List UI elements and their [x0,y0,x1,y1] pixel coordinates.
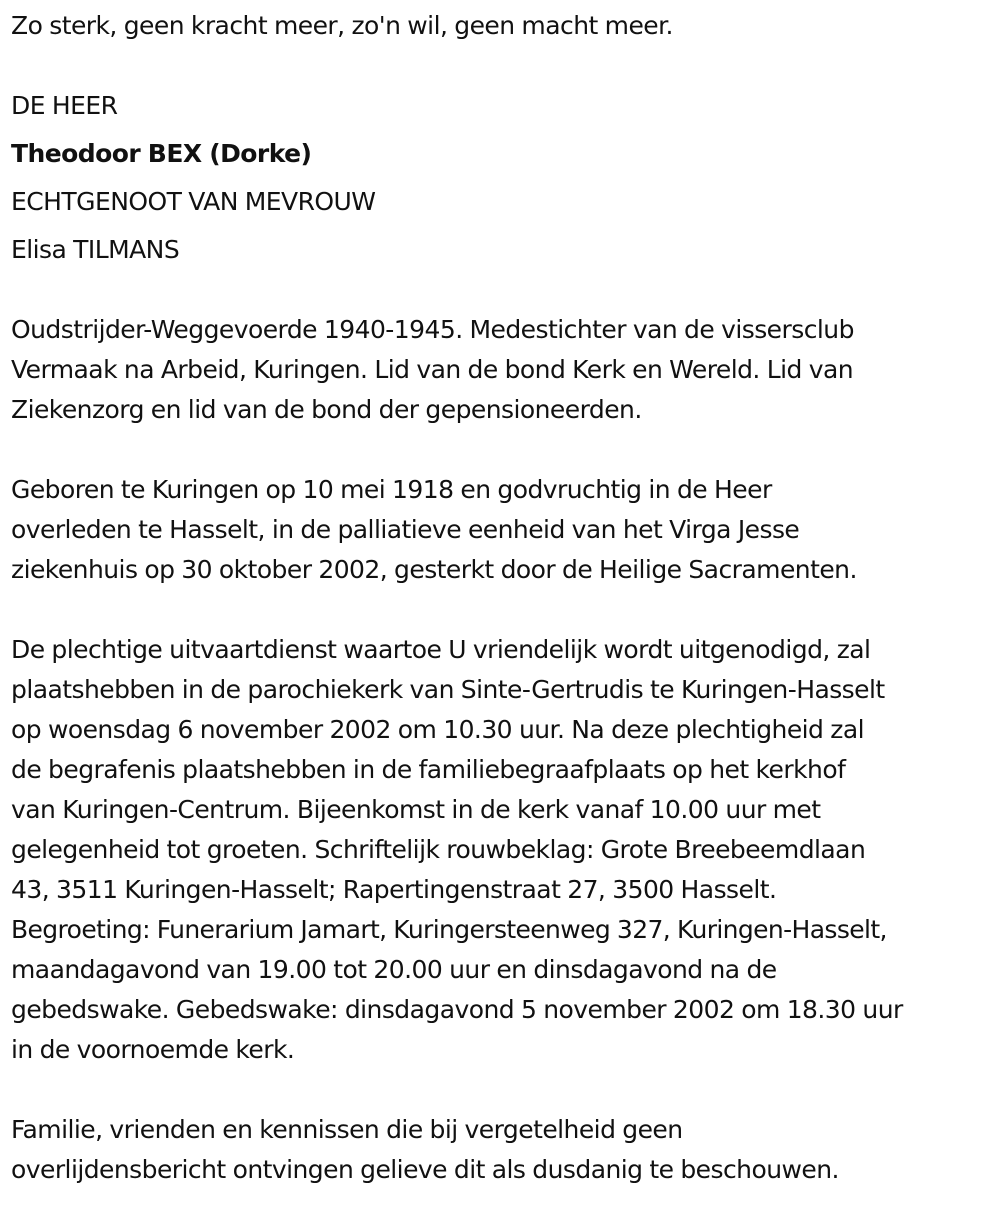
funeral-line: gelegenheid tot groeten. Schriftelijk rouwbeklag: Grote Breebeemdlaan [11,835,866,864]
funeral-line: van Kuringen-Centrum. Bijeenkomst in de kerk vanaf 10.00 uur met [11,795,821,824]
deceased-name: Theodoor BEX (Dorke) [11,139,312,168]
memberships-line: Oudstrijder-Weggevoerde 1940-1945. Medestichter van de vissersclub [11,315,854,344]
life-line: overleden te Hasselt, in de palliatieve eenheid van het Virga Jesse [11,515,800,544]
funeral-line: 43, 3511 Kuringen-Hasselt; Rapertingenstraat 27, 3500 Hasselt. [11,875,777,904]
title-line: DE HEER [11,91,118,120]
funeral-line: Begroeting: Funerarium Jamart, Kuringersteenweg 327, Kuringen-Hasselt, [11,915,887,944]
memberships-line: Vermaak na Arbeid, Kuringen. Lid van de bond Kerk en Wereld. Lid van [11,355,854,384]
spouse-name: Elisa TILMANS [11,235,180,264]
funeral-line: in de voornoemde kerk. [11,1035,295,1064]
motto: Zo sterk, geen kracht meer, zo'n wil, geen macht meer. [11,11,673,40]
funeral-line: plaatshebben in de parochiekerk van Sinte-Gertrudis te Kuringen-Hasselt [11,675,885,704]
funeral-line: gebedswake. Gebedswake: dinsdagavond 5 november 2002 om 18.30 uur [11,995,903,1024]
funeral-line: de begrafenis plaatshebben in de familiebegraafplaats op het kerkhof [11,755,846,784]
life-line: ziekenhuis op 30 oktober 2002, gesterkt door de Heilige Sacramenten. [11,555,857,584]
funeral-line: op woensdag 6 november 2002 om 10.30 uur. Na deze plechtigheid zal [11,715,865,744]
closing-line: overlijdensbericht ontvingen gelieve dit als dusdanig te beschouwen. [11,1155,839,1184]
memberships-line: Ziekenzorg en lid van de bond der gepensioneerden. [11,395,642,424]
funeral-line: maandagavond van 19.00 tot 20.00 uur en dinsdagavond na de [11,955,777,984]
closing-line: Familie, vrienden en kennissen die bij vergetelheid geen [11,1115,683,1144]
relation-line: ECHTGENOOT VAN MEVROUW [11,187,376,216]
funeral-line: De plechtige uitvaartdienst waartoe U vriendelijk wordt uitgenodigd, zal [11,635,871,664]
life-line: Geboren te Kuringen op 10 mei 1918 en godvruchtig in de Heer [11,475,772,504]
